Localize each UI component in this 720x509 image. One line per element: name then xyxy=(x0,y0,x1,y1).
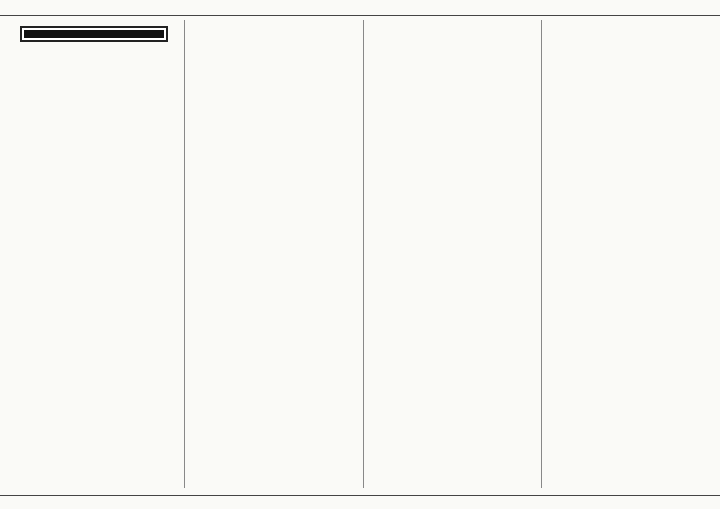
column-2 xyxy=(363,20,536,488)
section-title xyxy=(24,30,164,38)
page-footer xyxy=(0,495,720,509)
page-header xyxy=(0,0,720,16)
content-columns xyxy=(6,20,714,488)
section-title-box xyxy=(20,26,168,42)
column-3 xyxy=(184,20,357,488)
column-4 xyxy=(6,20,178,488)
column-1 xyxy=(541,20,714,488)
